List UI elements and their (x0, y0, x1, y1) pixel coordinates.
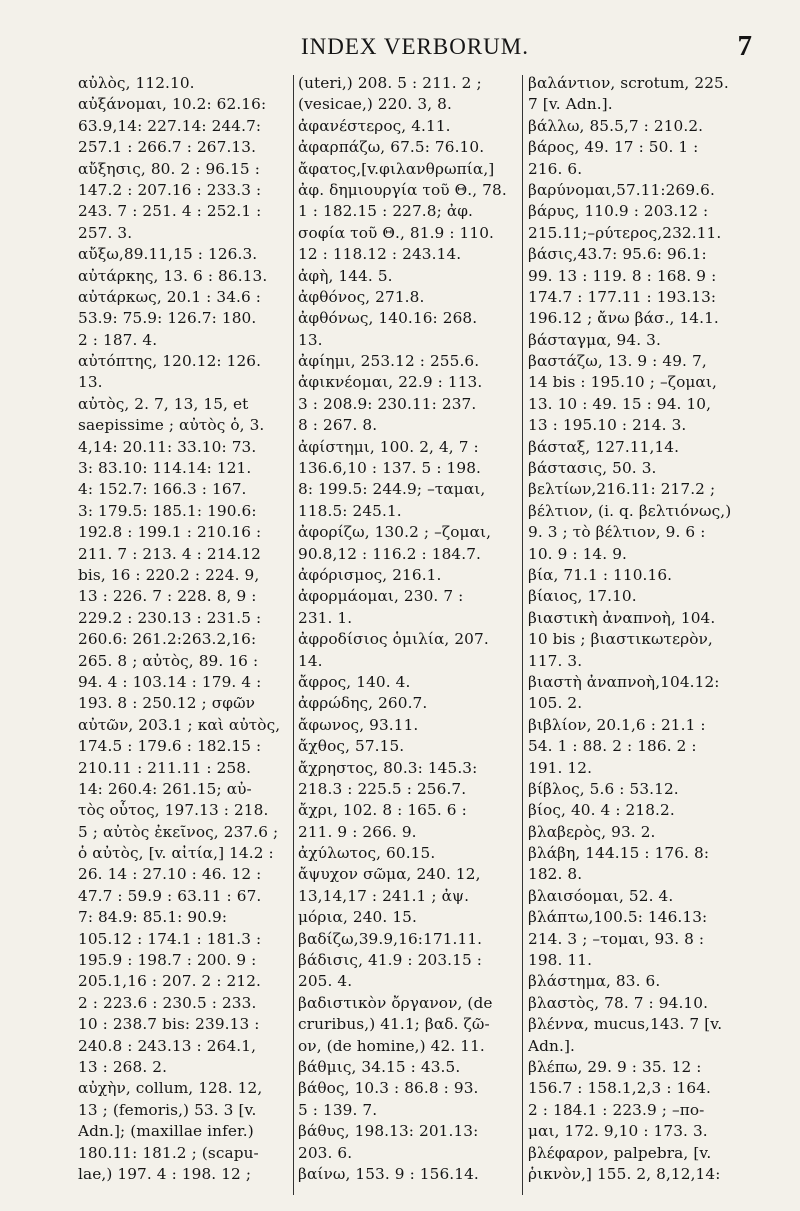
index-line: 13. (298, 330, 323, 349)
index-line: ἄχρηστος, 80.3: 145.3: (298, 758, 478, 777)
index-line: 1 : 182.15 : 227.8; ἀφ. (298, 202, 474, 221)
index-line: 203. 6. (298, 1143, 353, 1162)
index-line: 63.9,14: 227.14: 244.7: (78, 116, 262, 135)
index-line: βίβλος, 5.6 : 53.12. (528, 779, 679, 798)
index-line: 13 : 195.10 : 214. 3. (528, 416, 687, 435)
index-line: 54. 1 : 88. 2 : 186. 2 : (528, 737, 697, 756)
index-line: 2 : 187. 4. (78, 330, 158, 349)
index-line: 195.9 : 198.7 : 200. 9 : (78, 951, 257, 970)
index-line: (uteri,) 208. 5 : 211. 2 ; (298, 74, 482, 92)
index-line: βαδίζω,39.9,16:171.11. (298, 929, 483, 948)
index-line: βλέφαρον, palpebra, [v. (528, 1143, 712, 1162)
index-line: 14. (298, 651, 323, 670)
index-line: 14 bis : 195.10 ; –ζομαι, (528, 373, 717, 392)
index-line: 13. (78, 373, 103, 392)
index-line: 211. 7 : 213. 4 : 214.12 (78, 544, 261, 563)
index-line: 265. 8 ; αὐτὸς, 89. 16 : (78, 651, 259, 670)
index-line: βάλλω, 85.5,7 : 210.2. (528, 116, 704, 135)
index-line: αὐτάρκως, 20.1 : 34.6 : (78, 287, 262, 306)
index-line: βάστασις, 50. 3. (528, 459, 657, 478)
index-line: βίος, 40. 4 : 218.2. (528, 801, 675, 820)
index-line: 4: 152.7: 166.3 : 167. (78, 480, 247, 499)
index-line: saepissime ; αὐτὸς ὁ, 3. (78, 416, 265, 435)
index-line: αὐξάνομαι, 10.2: 62.16: (78, 95, 267, 114)
index-line: 13 : 226. 7 : 228. 8, 9 : (78, 587, 257, 606)
index-line: βαδιστικὸν ὄργανον, (de (298, 993, 493, 1012)
index-line: ἄχθος, 57.15. (298, 737, 405, 756)
index-line: ἀφ. δημιουργία τοῦ Θ., 78. (298, 180, 507, 199)
index-line: 10. 9 : 14. 9. (528, 544, 627, 563)
index-line: 211. 9 : 266. 9. (298, 822, 417, 841)
index-line: (vesicae,) 220. 3, 8. (298, 95, 452, 114)
index-line: βάρυς, 110.9 : 203.12 : (528, 202, 709, 221)
index-line: βαλάντιον, scrotum, 225. (528, 74, 729, 92)
index-line: 53.9: 75.9: 126.7: 180. (78, 309, 257, 328)
index-line: 3: 179.5: 185.1: 190.6: (78, 501, 257, 520)
index-line: 3 : 208.9: 230.11: 237. (298, 394, 477, 413)
column-divider-2 (522, 75, 523, 1195)
index-line: βέλτιον, (i. q. βελτιόνως,) (528, 501, 732, 520)
index-line: bis, 16 : 220.2 : 224. 9, (78, 565, 260, 584)
index-line: αὐτὸς, 2. 7, 13, 15, et (78, 394, 249, 413)
index-line: ἀφροδίσιος ὁμιλία, 207. (298, 630, 489, 649)
index-line: 147.2 : 207.16 : 233.3 : (78, 180, 262, 199)
index-line: 105.12 : 174.1 : 181.3 : (78, 929, 262, 948)
index-line: 3: 83.10: 114.14: 121. (78, 459, 252, 478)
index-line: βίαιος, 17.10. (528, 587, 637, 606)
index-line: 156.7 : 158.1,2,3 : 164. (528, 1079, 711, 1098)
index-line: Adn.]. (528, 1036, 575, 1055)
index-line: 4,14: 20.11: 33.10: 73. (78, 437, 257, 456)
index-line: 10 bis ; βιαστικωτερὸν, (528, 630, 713, 649)
index-line: 13 ; (femoris,) 53. 3 [v. (78, 1100, 257, 1119)
index-line: βάρος, 49. 17 : 50. 1 : (528, 138, 699, 157)
index-line: βάσταξ, 127.11,14. (528, 437, 680, 456)
index-line: βαστάζω, 13. 9 : 49. 7, (528, 352, 707, 371)
index-line: βλάπτω,100.5: 146.13: (528, 908, 708, 927)
index-line: 12 : 118.12 : 243.14. (298, 245, 462, 264)
index-line: 215.11;–ρύτερος,232.11. (528, 223, 722, 242)
index-line: 198. 11. (528, 951, 593, 970)
index-line: βάσις,43.7: 95.6: 96.1: (528, 245, 707, 264)
index-line: 243. 7 : 251. 4 : 252.1 : (78, 202, 262, 221)
index-line: ῥικνὸν,] 155. 2, 8,12,14: (528, 1164, 721, 1183)
index-line: 5 : 139. 7. (298, 1100, 378, 1119)
index-line: 260.6: 261.2:263.2,16: (78, 630, 257, 649)
index-line: ἀφορίζω, 130.2 ; –ζομαι, (298, 523, 492, 542)
running-title: INDEX VERBORUM. (301, 34, 529, 59)
index-line: βλάστημα, 83. 6. (528, 972, 661, 991)
index-line: 9. 3 ; τὸ βέλτιον, 9. 6 : (528, 523, 706, 542)
index-line: 174.7 : 177.11 : 193.13: (528, 287, 717, 306)
index-line: ἄφατος,[v.φιλανθρωπία,] (298, 159, 495, 178)
index-line: 191. 12. (528, 758, 593, 777)
index-column-1 (78, 73, 291, 1193)
index-line: ἀφικνέομαι, 22.9 : 113. (298, 373, 483, 392)
index-line: βάθος, 10.3 : 86.8 : 93. (298, 1079, 479, 1098)
index-line: 90.8,12 : 116.2 : 184.7. (298, 544, 481, 563)
index-line: βαρύνομαι,57.11:269.6. (528, 180, 715, 199)
index-line: βάθμις, 34.15 : 43.5. (298, 1057, 461, 1076)
index-line: 231. 1. (298, 608, 353, 627)
index-line: ἀφθόνως, 140.16: 268. (298, 309, 478, 328)
index-line: ἄφωνος, 93.11. (298, 715, 419, 734)
index-line: τὸς οὗτος, 197.13 : 218. (78, 801, 269, 820)
index-line: 13 : 268. 2. (78, 1057, 168, 1076)
index-line: βλαβερὸς, 93. 2. (528, 822, 656, 841)
index-line: cruribus,) 41.1; βαδ. ζῶ- (298, 1015, 490, 1034)
index-line: βιαστικὴ ἀναπνοὴ, 104. (528, 608, 716, 627)
index-line: 7 [v. Adn.]. (528, 95, 613, 114)
index-line: 182. 8. (528, 865, 583, 884)
index-line: 180.11: 181.2 ; (scapu- (78, 1143, 259, 1162)
index-line: 13,14,17 : 241.1 ; ἀψ. (298, 886, 470, 905)
index-line: 105. 2. (528, 694, 583, 713)
index-line: 14: 260.4: 261.15; αὐ- (78, 779, 252, 798)
index-line: 229.2 : 230.13 : 231.5 : (78, 608, 262, 627)
page-number: 7 (737, 30, 752, 62)
index-line: ον, (de homine,) 42. 11. (298, 1036, 485, 1055)
index-line: σοφία τοῦ Θ., 81.9 : 110. (298, 223, 495, 242)
index-line: βάσταγμα, 94. 3. (528, 330, 661, 349)
index-line: μόρια, 240. 15. (298, 908, 417, 927)
index-line: 196.12 ; ἄνω βάσ., 14.1. (528, 309, 719, 328)
index-line: 136.6,10 : 137. 5 : 198. (298, 459, 481, 478)
index-line: 257.1 : 266.7 : 267.13. (78, 138, 257, 157)
page-header (70, 26, 760, 70)
index-line: 2 : 184.1 : 223.9 ; –πο- (528, 1100, 705, 1119)
index-line: 5 ; αὐτὸς ἐκεῖνος, 237.6 ; (78, 822, 279, 841)
index-line: 117. 3. (528, 651, 583, 670)
index-line: βελτίων,216.11: 217.2 ; (528, 480, 716, 499)
column-divider-1 (293, 75, 294, 1195)
index-line: 8 : 267. 8. (298, 416, 378, 435)
index-line: μαι, 172. 9,10 : 173. 3. (528, 1122, 708, 1141)
index-line: 2 : 223.6 : 230.5 : 233. (78, 993, 257, 1012)
index-line: αὐλὸς, 112.10. (78, 74, 195, 92)
index-column-3 (528, 73, 766, 1193)
index-line: βιβλίον, 20.1,6 : 21.1 : (528, 715, 706, 734)
index-line: βλαισόομαι, 52. 4. (528, 886, 674, 905)
index-line: βάθυς, 198.13: 201.13: (298, 1122, 479, 1141)
index-line: αὐτῶν, 203.1 ; καὶ αὐτὸς, (78, 715, 281, 734)
index-line: 240.8 : 243.13 : 264.1, (78, 1036, 257, 1055)
index-line: βλάβη, 144.15 : 176. 8: (528, 844, 710, 863)
index-line: ἀφόρισμος, 216.1. (298, 565, 442, 584)
index-line: 99. 13 : 119. 8 : 168. 9 : (528, 266, 717, 285)
index-line: βάδισις, 41.9 : 203.15 : (298, 951, 482, 970)
index-line: ἀφθόνος, 271.8. (298, 287, 425, 306)
index-line: 192.8 : 199.1 : 210.16 : (78, 523, 262, 542)
index-line: βαίνω, 153. 9 : 156.14. (298, 1164, 479, 1183)
index-line: αὐτόπτης, 120.12: 126. (78, 352, 262, 371)
index-line: βλαστὸς, 78. 7 : 94.10. (528, 993, 709, 1012)
index-line: βία, 71.1 : 110.16. (528, 565, 673, 584)
index-line: βλέπω, 29. 9 : 35. 12 : (528, 1057, 702, 1076)
index-line: 26. 14 : 27.10 : 46. 12 : (78, 865, 262, 884)
index-line: 8: 199.5: 244.9; –ταμαι, (298, 480, 486, 499)
index-line: ἀφίστημι, 100. 2, 4, 7 : (298, 437, 479, 456)
index-line: ὁ αὐτὸς, [v. αἰτία,] 14.2 : (78, 844, 274, 863)
index-line: ἀφὴ, 144. 5. (298, 266, 393, 285)
index-line: 193. 8 : 250.12 ; σφῶν (78, 694, 256, 713)
index-line: 218.3 : 225.5 : 256.7. (298, 779, 467, 798)
index-line: 118.5: 245.1. (298, 501, 402, 520)
index-line: 10 : 238.7 bis: 239.13 : (78, 1015, 260, 1034)
index-line: 216. 6. (528, 159, 583, 178)
index-line: 205.1,16 : 207. 2 : 212. (78, 972, 261, 991)
index-line: 210.11 : 211.11 : 258. (78, 758, 252, 777)
index-line: 214. 3 ; –τομαι, 93. 8 : (528, 929, 705, 948)
index-line: ἀχύλωτος, 60.15. (298, 844, 436, 863)
index-line: αὐτάρκης, 13. 6 : 86.13. (78, 266, 268, 285)
index-line: ἀφορμάομαι, 230. 7 : (298, 587, 464, 606)
index-line: Adn.]; (maxillae infer.) (78, 1122, 254, 1141)
index-line: 174.5 : 179.6 : 182.15 : (78, 737, 262, 756)
index-line: βλέννα, mucus,143. 7 [v. (528, 1015, 723, 1034)
index-line: ἄψυχον σῶμα, 240. 12, (298, 865, 481, 884)
index-line: αὐχὴν, collum, 128. 12, (78, 1079, 263, 1098)
index-line: 13. 10 : 49. 15 : 94. 10, (528, 394, 712, 413)
index-line: ἄχρι, 102. 8 : 165. 6 : (298, 801, 467, 820)
index-line: ἀφαρπάζω, 67.5: 76.10. (298, 138, 485, 157)
index-line: ἀφρώδης, 260.7. (298, 694, 428, 713)
index-line: 7: 84.9: 85.1: 90.9: (78, 908, 228, 927)
index-line: 257. 3. (78, 223, 133, 242)
index-line: ἀφίημι, 253.12 : 255.6. (298, 352, 480, 371)
index-line: αὔξησις, 80. 2 : 96.15 : (78, 159, 260, 178)
index-line: 205. 4. (298, 972, 353, 991)
index-line: ἄφρος, 140. 4. (298, 672, 411, 691)
index-line: lae,) 197. 4 : 198. 12 ; (78, 1164, 252, 1183)
index-line: βιαστὴ ἀναπνοὴ,104.12: (528, 672, 720, 691)
index-line: 47.7 : 59.9 : 63.11 : 67. (78, 886, 262, 905)
index-line: 94. 4 : 103.14 : 179. 4 : (78, 672, 262, 691)
index-line: ἀφανέστερος, 4.11. (298, 116, 451, 135)
index-column-2 (298, 73, 518, 1193)
index-line: αὔξω,89.11,15 : 126.3. (78, 245, 258, 264)
